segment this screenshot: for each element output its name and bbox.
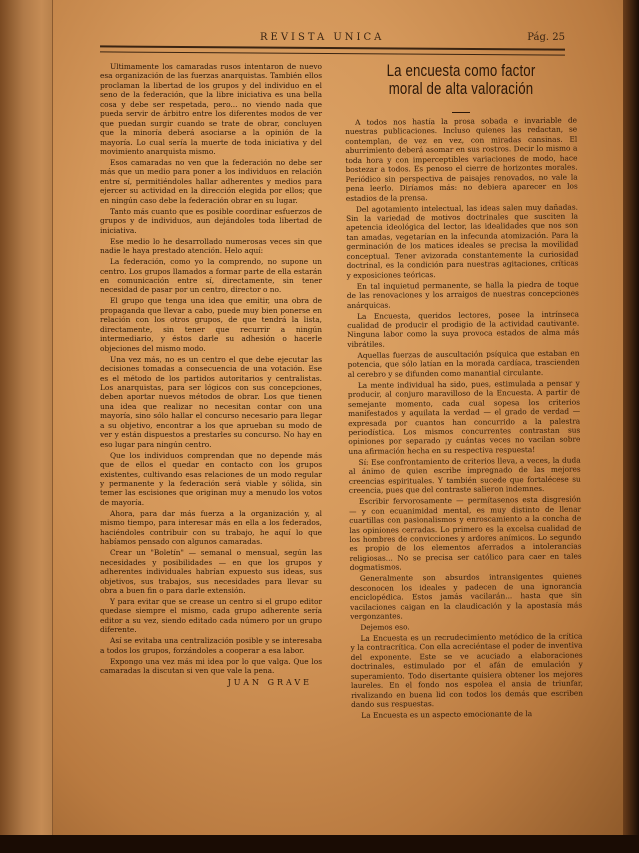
title-divider bbox=[452, 112, 470, 113]
left-article bbox=[100, 62, 322, 687]
magazine-title: REVISTA UNICA bbox=[260, 32, 385, 43]
paragraph: Una vez más, no es un centro el que debe ejecutar las decisiones tomadas a consecuencia de una votación. Ese es el método de los partidos autoritarios y centralistas. Los anarquistas, para ser lógicos con sus concepciones, deben aportar nuevos métodos de obrar. Los que tienen una idea que realizar no necesitan contar con una mayoría, sino sólo hallar el concurso necesario para llegar a su objetivo, encontrar a los que aprueban su modo de ver y están dispuestos a prestarles su concurso. No hay en eso lugar para ningún centro. bbox=[100, 354, 322, 449]
paragraph: Tanto más cuanto que es posible coordinar esfuerzos de grupos y de individuos, aun dejándoles toda libertad de iniciativa. bbox=[100, 206, 322, 235]
paragraph: Así se evitaba una centralización posible y se interesaba a todos los grupos, forzándoles a cooperar a esa labor. bbox=[100, 636, 322, 655]
page-edge-shadow bbox=[623, 0, 639, 853]
paragraph: Generalmente son absurdos intransigentes quienes desconocen los ideales y padecen de una ignorancia enciclopédica. Estos jamás vacilarán... hasta que sin vacilaciones caigan en la claudicación y la apostasía más vergonzantes. bbox=[349, 571, 583, 622]
paragraph: La Encuesta es un aspecto emocionante de la bbox=[361, 709, 533, 721]
paragraph: La federación, como yo la comprendo, no supone un centro. Los grupos llamados a formar parte de ella estarán en comunicación entre sí, directamente, sin tener necesidad de pasar por un centro, director o no. bbox=[100, 257, 322, 295]
paragraph: Escribir fervorosamente — permítasenos esta disgresión — y con ecuanimidad mental, es muy distinto de llenar cuartillas con pasionalismos y enroscamiento a la concha de las opiniones cerradas. Lo primero es la excelsa cualidad de los hombres de convicciones y ardores anímicos. Lo segundo es propio de los elementos aferrados a intolerancias religiosas... No se precisa ser católico para caer en tales dogmatismos. bbox=[349, 494, 582, 573]
paragraph: Ultimamente los camaradas rusos intentaron de nuevo esa organización de las fuerzas anarquistas. También ellos proclaman la libertad de los grupos y del individuo en el seno de la federación, que la libre iniciativa es una bella cosa y debe ser respetada, pero... no viendo nada que pueda servir de árbitro entre los diferentes modos de ver que puedan surgir cuando se trate de obrar, concluyen que la minoría deberá asociarse a la opinión de la mayoría. Lo cual sería la muerte de toda iniciativa y del movimiento anarquista mismo. bbox=[100, 62, 322, 157]
paragraph: Que los individuos comprendan que no depende más que de ellos el quedar en contacto con los grupos existentes, cultivando esas relaciones de un modo regular y permanente y la federación será viable y sólida, sin temer las escisiones que originan muy a menudo los votos de mayoría. bbox=[100, 450, 322, 507]
paragraph: La Encuesta es un recrudecimiento metódico de la crítica y la contracrítica. Con ella acreciéntase el poder de inventiva del exponente. Este se ve acuciado a elaboraciones doctrinales, estimulado por el afán de emulación y superamiento. Todo disertante quisiera obtener los mejores laureles. En el fondo nos espolea el ansia de triunfar, rivalizando en buena lid con todos los demás que escriben dando sus respuestas. bbox=[350, 631, 584, 710]
paragraph: El grupo que tenga una idea que emitir, una obra de propaganda que llevar a cabo, puede muy bien ponerse en relación con los otros grupos, de que tendrá la lista, directamente, sin tener que recurrir a ningún intermediario, y éstos darle su adhesión o hacerle objeciones del mismo modo. bbox=[100, 296, 322, 353]
right-article bbox=[345, 116, 583, 722]
paragraph: Del agotamiento intelectual, las ideas salen muy dañadas. Sin la variedad de motivos doctrinales que susciten la apetencia ideológica del lector, las idealidades que nos son tan amadas, vegetarían en la infecunda atomización. Para la germinación de los matices ideales se precisa la movilidad conceptual. Tener avizorada constantemente la curiosidad doctrinal, es la condición para nuestras agitaciones, críticas y exposiciones teóricas. bbox=[346, 202, 579, 280]
article-title: La encuesta como factor moral de alta valoración bbox=[386, 61, 536, 98]
page-gutter bbox=[0, 0, 53, 838]
paragraph: La Encuesta, queridos lectores, posee la intrínseca cualidad de producir el prodigio de la actividad cautivante. Ninguna labor como la suya provoca estados de alma más vibrátiles. bbox=[347, 309, 580, 349]
running-header bbox=[100, 30, 565, 46]
paragraph: Crear un "Boletín" — semanal o mensual, según las necesidades y posibilidades — en que los grupos y adherentes individuales habrían expuesto sus ideas, sus objetivos, sus trabajos, sus necesidades para llevar su obra a buen fin o para darle extensión. bbox=[100, 548, 322, 595]
paragraph: Sí: Ese confrontamiento de criterios lleva, a veces, la duda al ánimo de quien escribe impregnado de las mejores creencias espirituales. Y también sucede que fortalécese su creencia, pues que del contraste salieron indemnes. bbox=[348, 455, 581, 496]
paragraph: Aquellas fuerzas de auscultación psíquica que estaban en potencia, que sólo latían en la morada cardíaca, trascienden al cerebro y se difunden como manantial circulante. bbox=[347, 348, 580, 379]
author-signature: JUAN GRAVE bbox=[227, 677, 312, 687]
paragraph: Ahora, para dar más fuerza a la organización y, al mismo tiempo, para interesar más en ella a los federados, haciéndoles contribuir con su trabajo, he aquí lo que habíamos pensado con algunos camaradas. bbox=[100, 508, 322, 547]
header-rule bbox=[100, 45, 565, 55]
paragraph: Dejemos eso. bbox=[360, 622, 410, 632]
paragraph: Ese medio lo he desarrollado numerosas veces sin que nadie le haya prestado atención. Helo aquí: bbox=[100, 236, 322, 256]
page-number: Pág. 25 bbox=[527, 32, 565, 43]
paragraph: Esos camaradas no ven que la federación no debe ser más que un medio para poner a los individuos en relación entre sí, permitiéndoles hallar adherentes y medios para ejercer su actividad en la dirección elegida por ellos; que en ningún caso debe la federación obrar en su lugar. bbox=[100, 158, 322, 205]
paragraph: Y para evitar que se crease un centro si el grupo editor quedase siempre el mismo, cada grupo adherente sería editor a su vez, siendo editado cada número por un grupo diferente. bbox=[100, 596, 322, 635]
bottom-shadow bbox=[0, 835, 639, 853]
paragraph: La mente individual ha sido, pues, estimulada a pensar y producir, al conjuro maravilloso de la Encuesta. A partir de semejante momento, cada cual sopesa los criterios manifestados y aquilata la verdad — el grado de verdad — expresada por cuantos han concurrido a la palestra periodística. Los mismos concurrentes contrastan sus opiniones por separado ¡y cuántas veces no vacilan sobre una afirmación hecha en su respectiva respuesta! bbox=[347, 378, 581, 456]
paragraph: A todos nos hastía la prosa sobada e invariable de nuestras publicaciones. Incluso quienes las redactan, se contemplan, de vez en vez, con miradas cansinas. El aburrimiento deberá asomar en sus rostros. Decir lo mismo a toda hora y con imperceptibles variaciones de modo, hace bostezar a todos. Es penoso el cierre de horizontes morales. Periódico sin perspectiva de paisajes renovados, no vale la pena leerlo. Diríamos más: no debiera aparecer en los estadios de la prensa. bbox=[345, 115, 578, 203]
paragraph: En tal inquietud permanente, se halla la piedra de toque de las renovaciones y los arraigos de nuestras concepciones anárquicas. bbox=[346, 279, 579, 310]
paragraph: Expongo una vez más mi idea por lo que valga. Que los camaradas la discutan si ven que vale la pena. bbox=[100, 656, 322, 676]
